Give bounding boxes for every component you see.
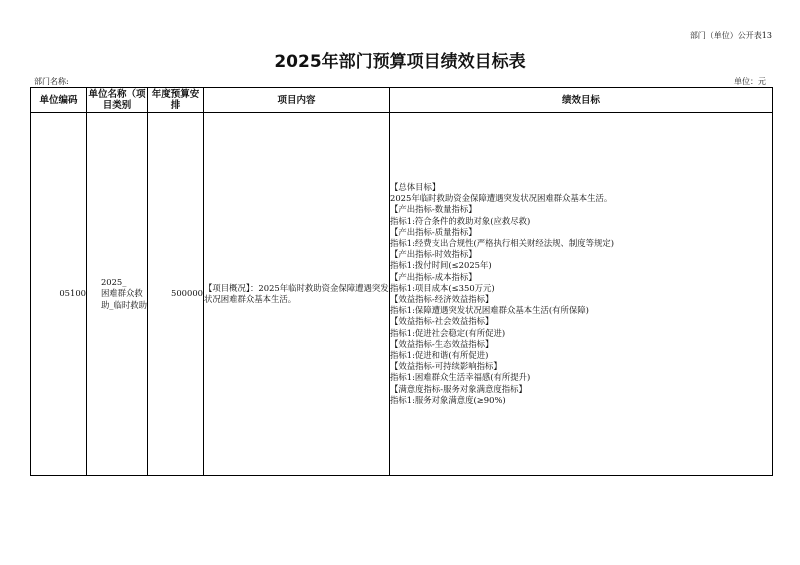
- col-header-annual-budget: 年度预算安排: [148, 88, 204, 113]
- goal-line: 指标1:拨付时间(≤2025年): [390, 260, 492, 271]
- col-header-project-content: 项目内容: [204, 88, 390, 113]
- goal-line: 【效益指标-生态效益指标】: [390, 338, 494, 349]
- table-number-note: 部门（单位）公开表13: [689, 31, 772, 40]
- goal-line: 【产出指标-时效指标】: [390, 249, 477, 260]
- goal-line: 指标1:服务对象满意度(≥90%): [390, 394, 506, 405]
- cell-performance-goals: [390, 113, 773, 476]
- goal-line: 2025年临时救助资金保障遭遇突发状况困难群众基本生活。: [390, 193, 613, 204]
- col-header-unit-code: 单位编码: [31, 88, 87, 113]
- performance-target-table: [30, 87, 773, 476]
- goal-line: 指标1:符合条件的救助对象(应救尽救): [390, 215, 531, 226]
- page-title: 2025年部门预算项目绩效目标表: [274, 52, 526, 72]
- col-header-performance-goals: 绩效目标: [390, 88, 773, 113]
- col-header-unit-name: 单位名称（项目类别: [88, 89, 146, 111]
- cell-project-content: 【项目概况】：2025年临时救助资金保障遭遇突发状况困难群众基本生活。: [204, 113, 390, 476]
- table-header-row: [31, 88, 773, 113]
- goal-line: 【效益指标-社会效益指标】: [390, 316, 494, 327]
- cell-unit-name: [87, 113, 148, 476]
- unit-name-text: 2025_ 困难群众救 助_临时救助: [100, 277, 147, 310]
- goal-line: 指标1:促进社会稳定(有所促进): [390, 327, 506, 338]
- goal-line: 【产出指标-成本指标】: [390, 271, 477, 282]
- goal-line: 指标1:困难群众生活幸福感(有所提升): [390, 372, 531, 383]
- goal-line: 【产出指标-数量指标】: [390, 204, 477, 215]
- currency-unit-label: 单位：元: [734, 77, 766, 86]
- goal-line: 【满意度指标-服务对象满意度指标】: [390, 383, 527, 394]
- goal-line: 指标1:促进和谐(有所促进): [390, 350, 489, 361]
- cell-annual-budget: 500000: [148, 113, 204, 476]
- goal-line: 指标1:项目成本(≤350万元): [390, 282, 495, 293]
- goal-line: 指标1:保障遭遇突发状况困难群众基本生活(有所保障): [390, 305, 589, 316]
- department-name-label: 部门名称:: [34, 77, 69, 86]
- goal-line: 指标1:经费支出合规性(严格执行相关财经法规、制度等规定): [390, 237, 615, 248]
- goal-line: 【总体目标】: [390, 181, 441, 192]
- table-row: [31, 113, 773, 476]
- goal-line: 【效益指标-可持续影响指标】: [390, 361, 502, 372]
- cell-unit-code: 05100: [31, 113, 87, 476]
- goal-line: 【效益指标-经济效益指标】: [390, 294, 494, 304]
- goal-line: 【产出指标-质量指标】: [390, 226, 477, 237]
